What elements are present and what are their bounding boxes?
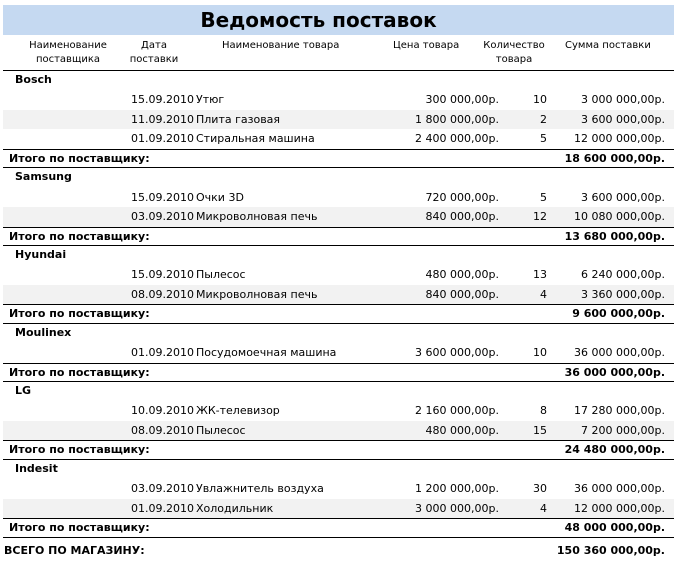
product-quantity: 13 bbox=[533, 268, 547, 282]
product-price: 2 160 000,00р. bbox=[415, 404, 499, 418]
supplier-total-label: Итого по поставщику: bbox=[9, 229, 150, 243]
product-price: 720 000,00р. bbox=[425, 190, 499, 204]
delivery-row bbox=[0, 285, 681, 304]
supplier-name: Samsung bbox=[15, 170, 72, 184]
product-price: 3 000 000,00р. bbox=[415, 501, 499, 515]
supplier-total-value: 24 480 000,00р. bbox=[564, 443, 665, 457]
header-qty-line2: товара bbox=[495, 54, 533, 65]
product-price: 3 600 000,00р. bbox=[415, 346, 499, 360]
supplier-name: LG bbox=[15, 384, 32, 397]
delivery-row bbox=[0, 401, 681, 420]
supplier-name: Indesit bbox=[15, 461, 58, 475]
total-top-border bbox=[3, 227, 674, 228]
delivery-row bbox=[0, 90, 681, 109]
delivery-row bbox=[0, 265, 681, 284]
supplier-total-row bbox=[0, 227, 681, 246]
delivery-date: 08.09.2010 bbox=[131, 423, 194, 437]
product-price: 1 200 000,00р. bbox=[415, 482, 499, 496]
product-price: 480 000,00р. bbox=[425, 268, 499, 282]
product-quantity: 10 bbox=[533, 346, 547, 360]
row-band bbox=[3, 265, 674, 284]
delivery-row bbox=[0, 343, 681, 362]
product-name: ЖК-телевизор bbox=[196, 404, 280, 418]
product-price: 840 000,00р. bbox=[425, 210, 499, 224]
product-price: 1 800 000,00р. bbox=[415, 112, 499, 126]
row-band bbox=[3, 90, 674, 109]
product-name: Пылесос bbox=[196, 268, 246, 282]
grand-total-label: ВСЕГО ПО МАГАЗИНУ: bbox=[4, 544, 145, 557]
product-name: Очки 3D bbox=[196, 190, 244, 204]
supplier-total-label: Итого по поставщику: bbox=[9, 307, 150, 321]
delivery-row bbox=[0, 129, 681, 148]
product-quantity: 30 bbox=[533, 482, 547, 496]
delivery-sum: 12 000 000,00р. bbox=[574, 132, 665, 146]
supplier-group-header bbox=[0, 382, 681, 401]
delivery-sum: 6 240 000,00р. bbox=[581, 268, 665, 282]
row-band bbox=[3, 110, 674, 129]
header-date-line1: Дата bbox=[141, 40, 167, 51]
total-top-border bbox=[3, 363, 674, 364]
supplier-group-header bbox=[0, 71, 681, 90]
delivery-date: 01.09.2010 bbox=[131, 501, 194, 515]
report-title: Ведомость поставок bbox=[200, 8, 437, 32]
product-quantity: 12 bbox=[533, 210, 547, 224]
product-quantity: 5 bbox=[540, 132, 547, 146]
header-supplier-line2: поставщика bbox=[35, 54, 101, 65]
product-price: 2 400 000,00р. bbox=[415, 132, 499, 146]
product-price: 300 000,00р. bbox=[425, 93, 499, 107]
header-qty bbox=[476, 39, 552, 67]
supplier-total-row bbox=[0, 518, 681, 537]
supplier-group-header bbox=[0, 460, 681, 479]
grand-total-row bbox=[0, 541, 681, 561]
supplier-total-label: Итого по поставщику: bbox=[9, 365, 150, 379]
supplier-total-row bbox=[0, 304, 681, 323]
row-band bbox=[3, 188, 674, 207]
supplier-name: Bosch bbox=[15, 73, 52, 86]
total-top-border bbox=[3, 304, 674, 305]
delivery-row bbox=[0, 207, 681, 226]
supplier-total-row bbox=[0, 149, 681, 168]
product-price: 840 000,00р. bbox=[425, 287, 499, 301]
header-price: Цена товара bbox=[393, 40, 460, 51]
product-quantity: 4 bbox=[540, 501, 547, 515]
product-name: Микроволновая печь bbox=[196, 287, 318, 301]
supplier-group-header bbox=[0, 168, 681, 187]
header-supplier bbox=[18, 39, 118, 67]
header-date bbox=[126, 39, 182, 67]
supplier-group-header bbox=[0, 246, 681, 265]
supplier-total-value: 36 000 000,00р. bbox=[564, 365, 665, 379]
supplier-group-header bbox=[0, 324, 681, 343]
delivery-sum: 12 000 000,00р. bbox=[574, 501, 665, 515]
delivery-sum: 3 600 000,00р. bbox=[581, 190, 665, 204]
supplier-name: Hyundai bbox=[15, 247, 67, 261]
delivery-row bbox=[0, 499, 681, 518]
delivery-sum: 3 000 000,00р. bbox=[581, 93, 665, 107]
supplier-total-value: 9 600 000,00р. bbox=[572, 307, 665, 321]
total-top-border bbox=[3, 440, 674, 441]
supplier-total-row bbox=[0, 363, 681, 382]
delivery-sum: 3 600 000,00р. bbox=[581, 112, 665, 126]
product-quantity: 5 bbox=[540, 190, 547, 204]
report-title-bar bbox=[3, 5, 674, 35]
delivery-date: 15.09.2010 bbox=[131, 268, 194, 282]
delivery-sum: 36 000 000,00р. bbox=[574, 482, 665, 496]
header-supplier-line1: Наименование bbox=[29, 40, 107, 51]
header-qty-line1: Количество bbox=[483, 40, 545, 51]
supplier-total-value: 18 600 000,00р. bbox=[564, 151, 665, 165]
delivery-date: 10.09.2010 bbox=[131, 404, 194, 418]
delivery-row bbox=[0, 421, 681, 440]
row-band bbox=[3, 285, 674, 304]
ledger-body bbox=[0, 71, 681, 538]
delivery-sum: 36 000 000,00р. bbox=[574, 346, 665, 360]
delivery-sum: 7 200 000,00р. bbox=[581, 423, 665, 437]
total-bottom-border bbox=[3, 537, 674, 538]
header-date-line2: поставки bbox=[129, 54, 179, 65]
product-quantity: 15 bbox=[533, 423, 547, 437]
total-top-border bbox=[3, 518, 674, 519]
supplier-total-label: Итого по поставщику: bbox=[9, 443, 150, 457]
product-name: Увлажнитель воздуха bbox=[196, 482, 324, 496]
supplier-total-label: Итого по поставщику: bbox=[9, 151, 150, 165]
product-name: Пылесос bbox=[196, 423, 246, 437]
delivery-row bbox=[0, 110, 681, 129]
product-quantity: 2 bbox=[540, 112, 547, 126]
supplier-name: Moulinex bbox=[15, 325, 72, 339]
product-name: Стиральная машина bbox=[196, 132, 315, 146]
header-product: Наименование товара bbox=[222, 40, 340, 51]
product-quantity: 4 bbox=[540, 287, 547, 301]
total-top-border bbox=[3, 149, 674, 150]
delivery-date: 03.09.2010 bbox=[131, 482, 194, 496]
delivery-date: 15.09.2010 bbox=[131, 190, 194, 204]
delivery-date: 08.09.2010 bbox=[131, 287, 194, 301]
supplier-total-label: Итого по поставщику: bbox=[9, 521, 150, 535]
product-name: Плита газовая bbox=[196, 112, 281, 126]
product-name: Утюг bbox=[196, 93, 225, 107]
supplier-total-row bbox=[0, 440, 681, 459]
product-name: Посудомоечная машина bbox=[196, 346, 337, 360]
delivery-date: 11.09.2010 bbox=[131, 112, 194, 126]
header-sum: Сумма поставки bbox=[565, 40, 651, 51]
grand-total-value: 150 360 000,00р. bbox=[556, 544, 665, 557]
delivery-date: 01.09.2010 bbox=[131, 132, 194, 146]
supplier-total-value: 48 000 000,00р. bbox=[564, 521, 665, 535]
delivery-sum: 17 280 000,00р. bbox=[574, 404, 665, 418]
product-price: 480 000,00р. bbox=[425, 423, 499, 437]
supplier-total-value: 13 680 000,00р. bbox=[564, 229, 665, 243]
row-band bbox=[3, 421, 674, 440]
delivery-date: 03.09.2010 bbox=[131, 210, 194, 224]
delivery-row bbox=[0, 479, 681, 498]
delivery-row bbox=[0, 188, 681, 207]
product-name: Холодильник bbox=[196, 501, 274, 515]
product-quantity: 8 bbox=[540, 404, 547, 418]
delivery-sum: 10 080 000,00р. bbox=[574, 210, 665, 224]
product-quantity: 10 bbox=[533, 93, 547, 107]
delivery-sum: 3 360 000,00р. bbox=[581, 287, 665, 301]
delivery-date: 15.09.2010 bbox=[131, 93, 194, 107]
product-name: Микроволновая печь bbox=[196, 210, 318, 224]
delivery-date: 01.09.2010 bbox=[131, 346, 194, 360]
